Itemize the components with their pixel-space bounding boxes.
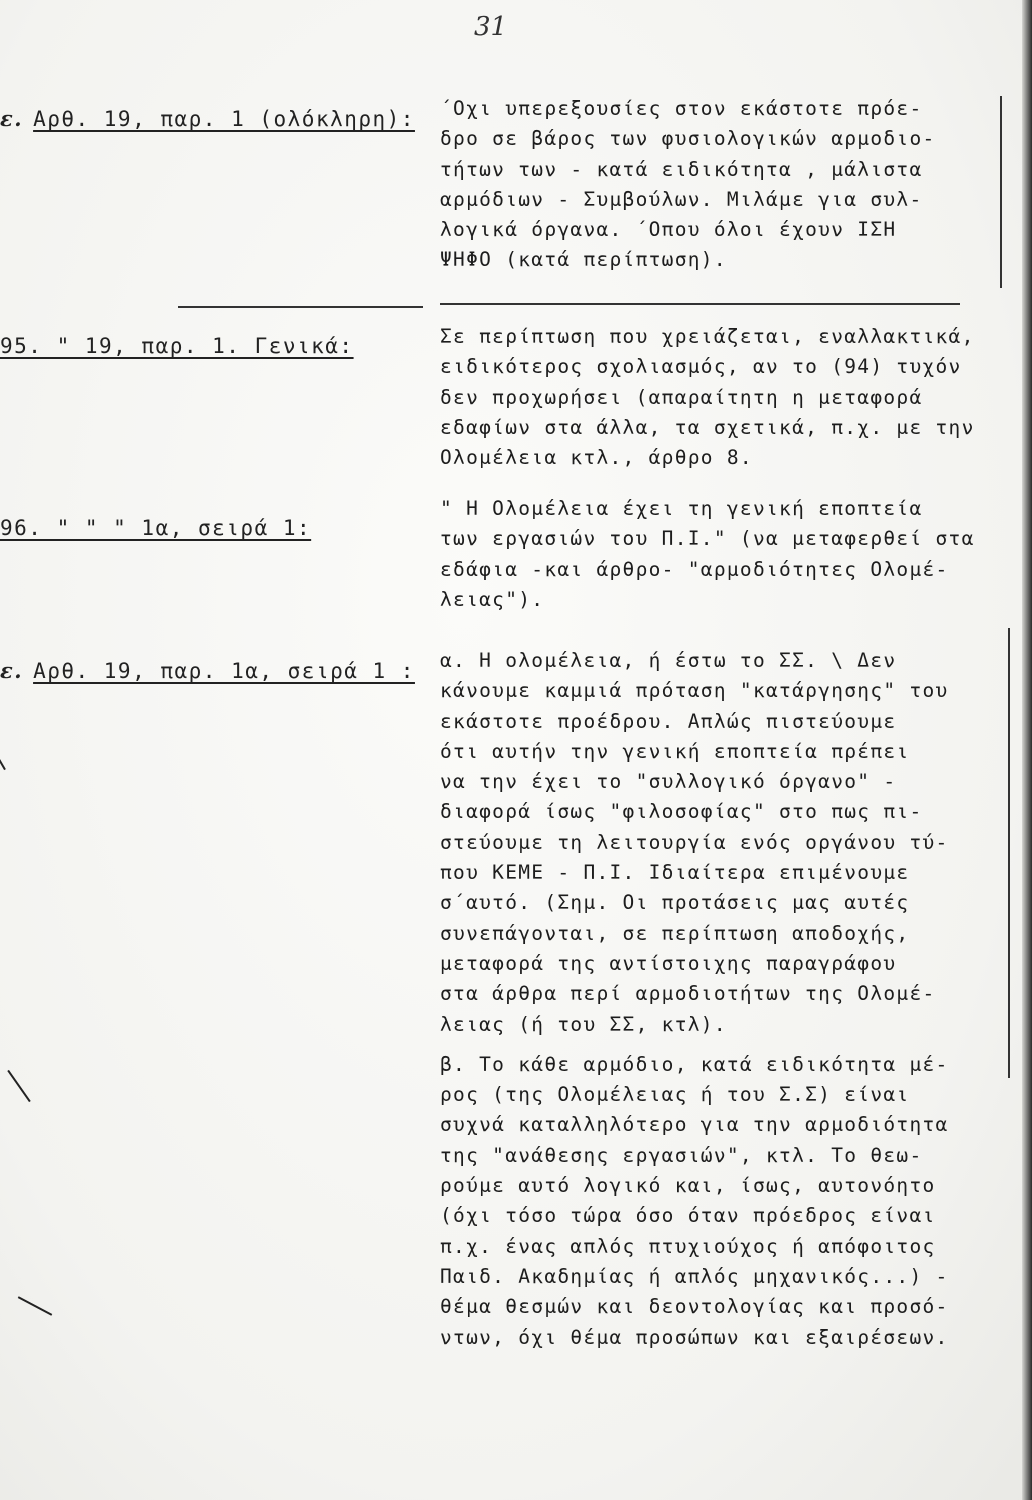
text-line: λογικά όργανα. ΄Οπου όλοι έχουν ΙΣΗ	[440, 218, 897, 242]
section-body-3	[440, 494, 1015, 615]
text-line: να την έχει το "συλλογικό όργανο" -	[440, 770, 897, 794]
margin-tick-mark	[0, 752, 6, 770]
text-line: Ολομέλεια κτλ., άρθρο 8.	[440, 446, 753, 470]
text-line: ΨΗΦΟ (κατά περίπτωση).	[440, 248, 727, 272]
section-ref-text: 95. " 19, παρ. 1. Γενικά:	[0, 334, 354, 358]
section-mark: ε.	[0, 658, 24, 683]
text-line: κάνουμε καμμιά πρόταση "κατάργησης" του	[440, 679, 949, 703]
section-ref-art19-par1a	[0, 658, 415, 683]
section-ref-text: 96. " " " 1α, σειρά 1:	[0, 516, 312, 540]
text-line: εδάφια -και άρθρο- "αρμοδιότητες Ολομέ-	[440, 557, 949, 581]
section-ref-text: Αρθ. 19, παρ. 1 (ολόκληρη):	[33, 107, 415, 131]
text-line: ρούμε αυτό λογικό και, ίσως, αυτονόητο	[440, 1174, 936, 1198]
text-line: των εργασιών του Π.Ι." (να μεταφερθεί στα	[440, 527, 975, 551]
section-ref-95	[0, 334, 354, 358]
section-ref-art19-par1	[0, 106, 415, 131]
text-line: ντων, όχι θέμα προσώπων και εξαιρέσεων.	[440, 1325, 949, 1349]
text-line: (όχι τόσο τώρα όσο όταν πρόεδρος είναι	[440, 1204, 936, 1228]
text-line: " Η Ολομέλεια έχει τη γενική εποπτεία	[440, 497, 923, 520]
text-line: συχνά καταλληλότερο για την αρμοδιότητα	[440, 1113, 949, 1137]
text-line: λειας (ή του ΣΣ, κτλ).	[440, 1012, 727, 1036]
text-line: που ΚΕΜΕ - Π.Ι. Ιδιαίτερα επιμένουμε	[440, 861, 910, 885]
text-line: σ΄αυτό. (Σημ. Οι προτάσεις μας αυτές	[440, 891, 910, 915]
section-mark: ε.	[0, 106, 24, 131]
separator-left-1	[178, 306, 423, 308]
section-ref-text: Αρθ. 19, παρ. 1α, σειρά 1 :	[33, 659, 415, 683]
section-ref-96	[0, 516, 311, 540]
text-line: θέμα θεσμών και δεοντολογίας και προσό-	[440, 1295, 949, 1319]
text-line: στεύουμε τη λειτουργία ενός οργάνου τύ-	[440, 830, 949, 854]
text-line: β. Το κάθε αρμόδιο, κατά ειδικότητα μέ-	[440, 1052, 949, 1076]
text-line: τήτων των - κατά ειδικότητα , μάλιστα	[440, 157, 923, 181]
page-number: 31	[474, 12, 508, 42]
text-line: Παιδ. Ακαδημίας ή απλός μηχανικός...) -	[440, 1264, 949, 1288]
margin-tick-mark	[7, 1070, 30, 1102]
text-line: δεν προχωρήσει (απαραίτητη η μεταφορά	[440, 385, 923, 409]
text-line: της "ανάθεσης εργασιών", κτλ. Το θεω-	[440, 1143, 923, 1167]
text-line: α. Η ολομέλεια, ή έστω το ΣΣ. \ Δεν	[440, 649, 897, 672]
margin-bar-1	[1000, 96, 1002, 288]
text-line: ότι αυτήν την γενική εποπτεία πρέπει	[440, 739, 910, 763]
margin-bar-4	[1008, 628, 1010, 1078]
margin-tick-mark	[18, 1296, 52, 1316]
section-body-4	[440, 646, 1015, 1353]
text-line: εκάστοτε προέδρου. Απλώς πιστεύουμε	[440, 709, 897, 733]
text-line: αρμόδιων - Συμβούλων. Μιλάμε για συλ-	[440, 187, 923, 211]
text-line: διαφορά ίσως "φιλοσοφίας" στο πως πι-	[440, 800, 923, 824]
text-line: συνεπάγονται, σε περίπτωση αποδοχής,	[440, 921, 910, 945]
separator-right-1	[440, 303, 960, 305]
text-line: π.χ. ένας απλός πτυχιούχος ή απόφοιτος	[440, 1234, 936, 1258]
section-body-2	[440, 322, 1015, 473]
text-line: ειδικότερος σχολιασμός, αν το (94) τυχόν	[440, 355, 962, 379]
text-line: εδαφίων στα άλλα, τα σχετικά, π.χ. με την	[440, 415, 975, 439]
text-line: μεταφορά της αντίστοιχης παραγράφου	[440, 951, 897, 975]
text-line: ΄Οχι υπερεξουσίες στον εκάστοτε πρόε-	[440, 97, 923, 120]
text-line: ρος (της Ολομέλειας ή του Σ.Σ) είναι	[440, 1083, 910, 1107]
page-edge-shadow	[1022, 0, 1032, 1500]
text-line: λειας").	[440, 587, 545, 611]
section-body-1	[440, 94, 1015, 276]
text-line: Σε περίπτωση που χρειάζεται, εναλλακτικά,	[440, 325, 975, 348]
text-line: στα άρθρα περί αρμοδιοτήτων της Ολομέ-	[440, 982, 936, 1006]
text-line: δρο σε βάρος των φυσιολογικών αρμοδιο-	[440, 127, 936, 151]
